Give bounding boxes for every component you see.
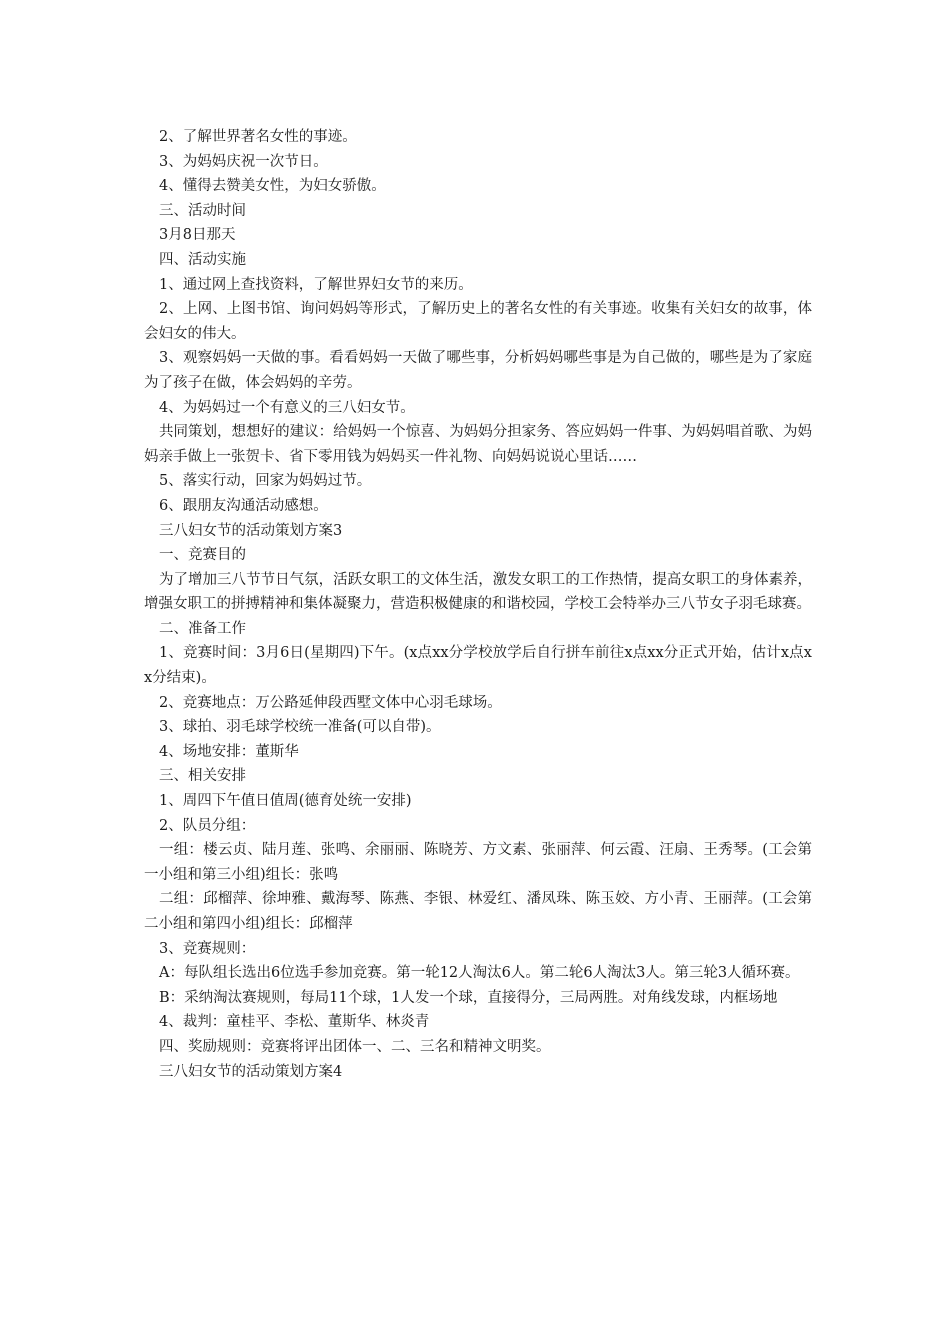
- document-title: 三八妇女节的活动策划方案4: [159, 1063, 343, 1080]
- document-body: [144, 125, 812, 1084]
- paragraph: B：采纳淘汰赛规则，每局11个球，1人发一个球，直接得分，三局两胜。对角线发球，内框场地: [159, 989, 778, 1006]
- paragraph: 一组：楼云贞、陆月莲、张鸣、余丽丽、陈晓芳、方文素、张丽萍、何云霞、汪扇、王秀琴。(工会第一小组和第三小组)组长：张鸣: [144, 842, 812, 883]
- document-title: 三八妇女节的活动策划方案3: [159, 522, 343, 539]
- paragraph: 四、奖励规则：竞赛将评出团体一、二、三名和精神文明奖。: [159, 1038, 551, 1055]
- section-heading: 四、活动实施: [159, 251, 246, 268]
- paragraph: 2、竞赛地点：万公路延伸段西墅文体中心羽毛球场。: [159, 694, 502, 711]
- section-heading: 三、活动时间: [159, 202, 246, 219]
- paragraph: 2、上网、上图书馆、询问妈妈等形式，了解历史上的著名女性的有关事迹。收集有关妇女的故事，体会妇女的伟大。: [144, 301, 812, 342]
- paragraph: 6、跟朋友沟通活动感想。: [159, 497, 328, 514]
- paragraph: 3、观察妈妈一天做的事。看看妈妈一天做了哪些事，分析妈妈哪些事是为自己做的，哪些是为了家庭为了孩子在做，体会妈妈的辛劳。: [144, 350, 812, 391]
- paragraph: 4、裁判：童桂平、李松、董斯华、林炎青: [159, 1014, 430, 1031]
- section-heading: 一、竞赛目的: [159, 547, 246, 564]
- paragraph: 4、为妈妈过一个有意义的三八妇女节。: [159, 399, 415, 416]
- paragraph: A：每队组长选出6位选手参加竞赛。第一轮12人淘汰6人。第二轮6人淘汰3人。第三轮3人循环赛。: [159, 965, 800, 982]
- paragraph: 为了增加三八节节日气氛，活跃女职工的文体生活，激发女职工的工作热情，提高女职工的身体素养，增强女职工的拼搏精神和集体凝聚力，营造积极健康的和谐校园，学校工会特举办三八节女子羽毛球赛。: [144, 571, 812, 613]
- paragraph: 4、场地安排：董斯华: [159, 743, 299, 760]
- paragraph: 共同策划，想想好的建议：给妈妈一个惊喜、为妈妈分担家务、答应妈妈一件事、为妈妈唱首歌、为妈妈亲手做上一张贺卡、省下零用钱为妈妈买一件礼物、向妈妈说说心里话……: [144, 424, 812, 465]
- paragraph: 1、通过网上查找资料，了解世界妇女节的来历。: [159, 276, 473, 293]
- paragraph: 3月8日那天: [159, 227, 236, 244]
- paragraph: 二组：邱榴萍、徐坤雅、戴海琴、陈燕、李银、林爱红、潘凤珠、陈玉姣、方小青、王丽萍。(工会第二小组和第四小组)组长：邱榴萍: [144, 891, 812, 932]
- paragraph: 1、周四下午值日值周(德育处统一安排): [159, 793, 412, 810]
- paragraph: 3、球拍、羽毛球学校统一准备(可以自带)。: [159, 719, 441, 736]
- paragraph: 3、竞赛规则：: [159, 940, 256, 957]
- section-heading: 二、准备工作: [159, 620, 246, 637]
- paragraph: 1、竞赛时间：3月6日(星期四)下午。(x点xx分学校放学后自行拼车前往x点xx分正式开始，估计x点xx分结束)。: [144, 645, 812, 687]
- paragraph: 4、懂得去赞美女性，为妇女骄傲。: [159, 178, 386, 195]
- paragraph: 2、了解世界著名女性的事迹。: [159, 129, 357, 145]
- paragraph: 3、为妈妈庆祝一次节日。: [159, 153, 328, 170]
- paragraph: 5、落实行动，回家为妈妈过节。: [159, 473, 372, 490]
- section-heading: 三、相关安排: [159, 768, 246, 785]
- paragraph: 2、队员分组：: [159, 817, 256, 834]
